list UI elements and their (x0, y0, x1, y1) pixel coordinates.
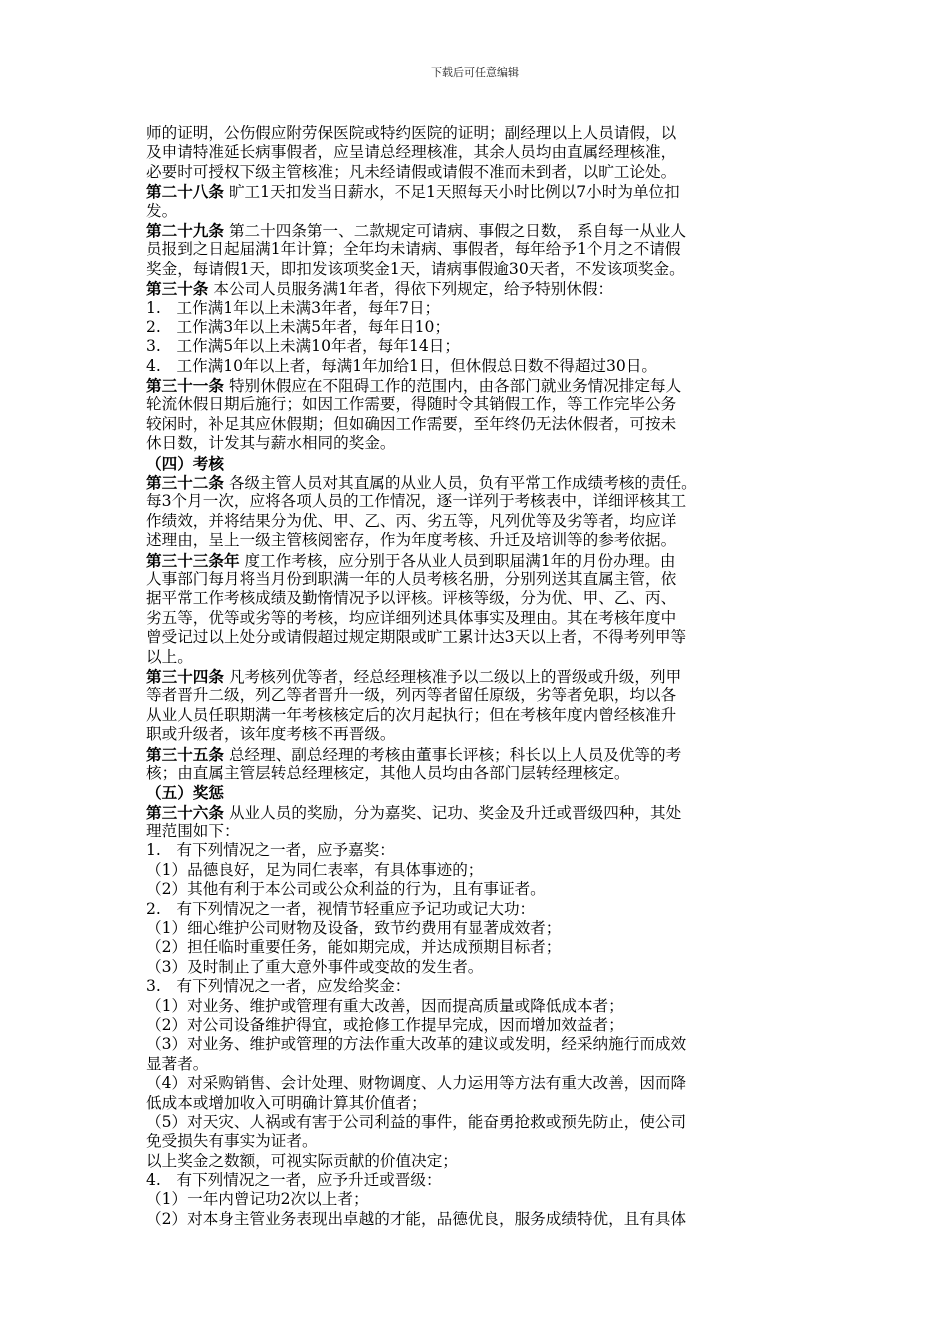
line-text: 作绩效，并将结果分为优、甲、乙、丙、劣五等，凡列优等及劣等者，均应详 (146, 511, 677, 530)
text-line (146, 163, 810, 182)
article-number: 第三十条 (146, 279, 209, 299)
text-line (146, 997, 810, 1016)
line-text: 发。 (146, 201, 178, 220)
text-line (146, 1035, 810, 1054)
text-line (146, 745, 810, 764)
line-text: 第二十四条第一、二款规定可请病、事假之日数， 系自每一从业人 (223, 221, 687, 240)
line-text: 每3个月一次，应将各项人员的工作情况，逐一详列于考核表中，详细评核其工 (146, 492, 687, 511)
line-text: 从业人员的奖励，分为嘉奖、记功、奖金及升迁或晋级四种，其处 (223, 803, 682, 822)
text-line (146, 570, 810, 589)
line-text: （2）对公司设备维护得宜，或抢修工作提早完成，因而增加效益者； (146, 1015, 624, 1034)
text-line (146, 492, 810, 511)
text-line (146, 454, 810, 473)
line-text: 据平常工作考核成绩及勤惰情况予以评核。评核等级，分为优、甲、乙、丙、 (146, 589, 677, 608)
line-text: 凡考核列优等者，经总经理核准予以二级以上的晋级或升级，列甲 (223, 667, 682, 686)
article-number: 第三十二条 (146, 473, 224, 493)
text-line (146, 395, 810, 414)
text-line (146, 667, 810, 686)
text-line (146, 143, 810, 162)
line-text: 理范围如下： (146, 822, 240, 841)
line-text: 述理由，呈上一级主管核阅密存，作为年度考核、升迁及培训等的参考依据。 (146, 531, 677, 550)
line-text: 职或升级者，该年度考核不再晋级。 (146, 725, 396, 744)
line-text: （3）对业务、维护或管理的方法作重大改革的建议或发明，经采纳施行而成效 (146, 1035, 687, 1054)
line-text: 奖金，每请假1天，即扣发该项奖金1天，请病事假逾30天者，不发该项奖金。 (146, 259, 685, 278)
text-line (146, 124, 810, 143)
line-text: 1. 工作满1年以上未满3年者，每年7日； (146, 298, 441, 317)
text-line (146, 938, 810, 957)
text-line (146, 628, 810, 647)
article-number: 第三十一条 (146, 376, 224, 396)
line-text: 2. 工作满3年以上未满5年者，每年日10； (146, 317, 451, 336)
line-text: 低成本或增加收入可明确计算其价值者； (146, 1093, 427, 1112)
text-line (146, 551, 810, 570)
line-text: 必要时可授权下级主管核准；凡未经请假或请假不准而未到者，以旷工论处。 (146, 162, 677, 181)
line-text: 本公司人员服务满1年者，得依下列规定，给予特别休假： (208, 280, 614, 299)
text-line (146, 357, 810, 376)
text-line (146, 376, 810, 395)
line-text: 以上。 (146, 647, 193, 666)
line-text: 核；由直属主管层转总经理核定，其他人员均由各部门层转经理核定。 (146, 763, 630, 782)
text-line (146, 725, 810, 744)
text-line (146, 260, 810, 279)
text-line (146, 706, 810, 725)
line-text: （1）对业务、维护或管理有重大改善，因而提高质量或降低成本者； (146, 996, 624, 1015)
text-line (146, 1210, 810, 1229)
article-number: 第二十九条 (146, 220, 224, 240)
text-line (146, 822, 810, 841)
line-text: （2）其他有利于本公司或公众利益的行为，且有事证者。 (146, 880, 546, 899)
line-text: （4）对采购销售、会计处理、财物调度、人力运用等方法有重大改善，因而降 (146, 1074, 687, 1093)
line-text: 劣五等，优等或劣等的考核，均应详细列述具体事实及理由。其在考核年度中 (146, 608, 677, 627)
text-line (146, 686, 810, 705)
line-text: （1）品德良好，足为同仁表率，有具体事迹的； (146, 860, 484, 879)
text-line (146, 434, 810, 453)
article-number: 第二十八条 (146, 182, 224, 202)
text-line (146, 764, 810, 783)
line-text: 免受损失有事实为证者。 (146, 1132, 318, 1151)
line-text: 4. 有下列情况之一者，应予升迁或晋级： (146, 1171, 442, 1190)
section-heading: （五）奖惩 (146, 783, 224, 803)
text-line (146, 589, 810, 608)
text-line (146, 880, 810, 899)
text-line (146, 1171, 810, 1190)
line-text: 旷工1天扣发当日薪水，不足1天照每天小时比例以7小时为单位扣 (223, 183, 680, 202)
text-line (146, 958, 810, 977)
text-line (146, 473, 810, 492)
text-line (146, 337, 810, 356)
article-number: 第三十六条 (146, 802, 224, 822)
line-text: 各级主管人员对其直属的从业人员，负有平常工作成绩考核的责任。 (223, 474, 697, 493)
line-text: （2）对本身主管业务表现出卓越的才能，品德优良，服务成绩特优，且有具体 (146, 1209, 687, 1228)
text-line (146, 919, 810, 938)
text-line (146, 1094, 810, 1113)
line-text: 显著者。 (146, 1054, 209, 1073)
text-line (146, 1016, 810, 1035)
text-line (146, 648, 810, 667)
text-line (146, 512, 810, 531)
line-text: （1）一年内曾记功2次以上者； (146, 1190, 369, 1209)
line-text: 3. 工作满5年以上未满10年者，每年14日； (146, 337, 460, 356)
section-heading: （四）考核 (146, 453, 224, 473)
text-line (146, 1132, 810, 1151)
line-text: （1）细心维护公司财物及设备，致节约费用有显著成效者； (146, 919, 562, 938)
text-line (146, 531, 810, 550)
line-text: 等者晋升二级，列乙等者晋升一级，列丙等者留任原级，劣等者免职，均以各 (146, 686, 677, 705)
text-line (146, 415, 810, 434)
text-line (146, 1152, 810, 1171)
text-line (146, 1113, 810, 1132)
text-line (146, 279, 810, 298)
text-line (146, 202, 810, 221)
line-text: 特别休假应在不阻碍工作的范围内，由各部门就业务情况排定每人 (223, 377, 682, 396)
line-text: 1. 有下列情况之一者，应予嘉奖： (146, 841, 395, 860)
document-body (146, 124, 810, 1229)
text-line (146, 221, 810, 240)
text-line (146, 900, 810, 919)
text-line (146, 1190, 810, 1209)
line-text: 员报到之日起届满1年计算；全年均未请病、事假者，每年给予1个月之不请假 (146, 240, 681, 259)
line-text: 轮流休假日期后施行；如因工作需要，得随时令其销假工作，等工作完毕公务 (146, 395, 677, 414)
text-line (146, 1074, 810, 1093)
line-text: 从业人员任职期满一年考核核定后的次月起执行；但在考核年度内曾经核准升 (146, 705, 677, 724)
line-text: （2）担任临时重要任务，能如期完成，并达成预期目标者； (146, 938, 562, 957)
line-text: 2. 有下列情况之一者，视情节轻重应予记功或记大功： (146, 899, 536, 918)
text-line (146, 299, 810, 318)
line-text: 人事部门每月将当月份到职满一年的人员考核名册，分别列送其直属主管，依 (146, 569, 677, 588)
text-line (146, 783, 810, 802)
line-text: 较闲时，补足其应休假期；但如确因工作需要，至年终仍无法休假者，可按未 (146, 414, 677, 433)
text-line (146, 609, 810, 628)
text-line (146, 182, 810, 201)
article-number: 第三十三条年 (146, 550, 240, 570)
line-text: 度工作考核，应分别于各从业人员到职届满1年的月份办理。由 (239, 551, 676, 570)
text-line (146, 977, 810, 996)
line-text: 曾受记过以上处分或请假超过规定期限或旷工累计达3天以上者，不得考列甲等 (146, 628, 687, 647)
line-text: （5）对天灾、人祸或有害于公司利益的事件，能奋勇抢救或预先防止，使公司 (146, 1112, 687, 1131)
line-text: 4. 工作满10年以上者，每满1年加给1日，但休假总日数不得超过30日。 (146, 356, 658, 375)
text-line (146, 1055, 810, 1074)
line-text: 以上奖金之数额，可视实际贡献的价值决定； (146, 1151, 458, 1170)
header-note: 下载后可任意编辑 (431, 66, 519, 79)
article-number: 第三十四条 (146, 666, 224, 686)
line-text: 及申请特准延长病事假者，应呈请总经理核准，其余人员均由直属经理核准， (146, 143, 677, 162)
text-line (146, 318, 810, 337)
text-line (146, 861, 810, 880)
text-line (146, 240, 810, 259)
line-text: 休日数，计发其与薪水相同的奖金。 (146, 434, 396, 453)
line-text: 总经理、副总经理的考核由董事长评核；科长以上人员及优等的考 (223, 745, 682, 764)
article-number: 第三十五条 (146, 744, 224, 764)
line-text: 3. 有下列情况之一者，应发给奖金： (146, 977, 411, 996)
text-line (146, 841, 810, 860)
line-text: （3）及时制止了重大意外事件或变故的发生者。 (146, 957, 484, 976)
line-text: 师的证明，公伤假应附劳保医院或特约医院的证明；副经理以上人员请假，以 (146, 124, 677, 142)
text-line (146, 803, 810, 822)
